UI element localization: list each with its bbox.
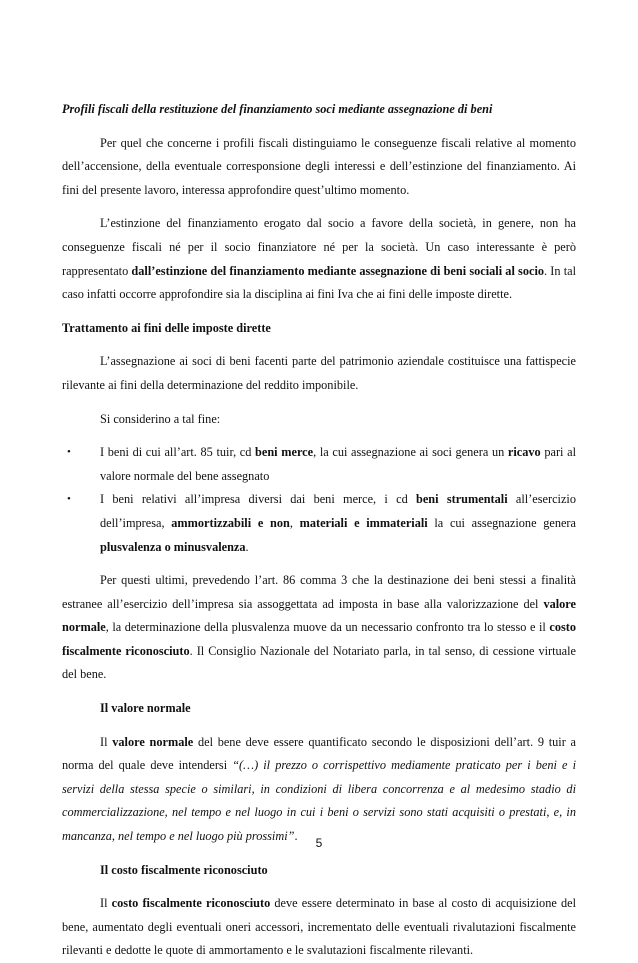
- list-item: [62, 488, 576, 559]
- text-run: Il: [100, 896, 112, 911]
- section-heading-imposte-dirette: Trattamento ai fini delle imposte dirette: [62, 320, 271, 335]
- page-number: 5: [315, 836, 323, 850]
- paragraph-4: Si considerino a tal fine:: [100, 411, 221, 426]
- bullet-icon: •: [67, 446, 71, 459]
- bold-run: plusvalenza o minusvalenza: [100, 539, 246, 554]
- quote-run: “(…) il prezzo o corrispettivo mediamente praticato per i beni e i servizi della stessa specie o similari, in condizioni di libera concorrenza e al medesimo stadio di commercializzazione, nel tempo e nel luogo in cui i beni o servizi sono stati acquisiti o prestati, e, in mancanza, nel tempo e nel luogo più prossimi”: [62, 758, 576, 844]
- subheading-costo-fiscale: Il costo fiscalmente riconosciuto: [100, 862, 268, 877]
- text-run: all’esercizio dell’impresa,: [100, 492, 577, 530]
- paragraph-1: Per quel che concerne i profili fiscali distinguiamo le conseguenze fiscali relative al momento dell’accensione, della eventuale corresponsione degli interessi e dell’estinzione del finanziamento. Ai fini del presente lavoro, interessa approfondire quest’ultimo momento.: [62, 135, 576, 197]
- bold-run: dall’estinzione del finanziamento mediante assegnazione di beni sociali al socio: [131, 263, 545, 278]
- subheading-valore-normale: Il valore normale: [100, 701, 191, 716]
- text-run: Per questi ultimi, prevedendo l’art. 86 comma 3 che la destinazione dei beni stessi a finalità estranee all’esercizio dell’impresa sia assoggettata ad imposta in base alla valorizzazione del: [62, 573, 576, 611]
- section-title: Profili fiscali della restituzione del finanziamento soci mediante assegnazione di beni: [62, 102, 493, 116]
- text-run: deve essere determinato in base al costo di acquisizione del bene, aumentato degli eventuali oneri accessori, incrementato delle eventuali rivalutazioni fiscalmente rilevanti e dedotte le quote di ammortamento e le svalutazioni fiscalmente rilevanti.: [62, 896, 576, 958]
- text-run: .: [294, 829, 298, 844]
- document-body: [62, 98, 576, 963]
- text-run: ,: [289, 515, 300, 530]
- list-item: [62, 441, 576, 488]
- bold-run: valore normale: [112, 734, 194, 749]
- text-run: . Il Consiglio Nazionale del Notariato parla, in tal senso, di cessione virtuale del bene.: [62, 643, 576, 682]
- text-run: del bene deve essere quantificato secondo le disposizioni dell’art. 9 tuir a norma del quale deve intendersi: [62, 734, 576, 773]
- text-run: L’estinzione del finanziamento erogato dal socio a favore della società, in genere, non ha conseguenze fiscali né per il socio finanziatore né per la società. Un caso interessante è però rappresentato: [62, 216, 576, 278]
- text-run: la cui assegnazione genera: [427, 515, 576, 530]
- bold-run: costo fiscalmente riconosciuto: [62, 620, 576, 658]
- text-run: , la determinazione della plusvalenza muove da un necessario confronto tra lo stesso e il: [105, 620, 550, 635]
- bold-run: beni strumentali: [416, 492, 508, 507]
- paragraph-3: L’assegnazione ai soci di beni facenti parte del patrimonio aziendale costituisce una fattispecie rilevante ai fini della determinazione del reddito imponibile.: [62, 354, 576, 392]
- text-run: Il: [100, 734, 113, 749]
- bold-run: valore normale: [62, 596, 576, 635]
- text-run: pari al valore normale del bene assegnato: [100, 445, 576, 483]
- bold-run: beni merce: [255, 445, 314, 460]
- text-run: , la cui assegnazione ai soci genera un: [313, 445, 508, 460]
- text-run: I beni di cui all’art. 85 tuir, cd: [100, 445, 256, 460]
- bold-run: ammortizzabili e non: [171, 515, 290, 530]
- paragraph-5: [62, 569, 576, 687]
- paragraph-6: [62, 731, 576, 849]
- text-run: . In tal caso infatti occorre approfondire sia la disciplina ai fini Iva che ai fini delle imposte dirette.: [62, 263, 576, 302]
- bold-run: materiali e immateriali: [299, 515, 428, 530]
- paragraph-2: [62, 212, 576, 306]
- bold-run: costo fiscalmente riconosciuto: [111, 896, 271, 911]
- bullet-list: [62, 441, 576, 559]
- bold-run: ricavo: [507, 445, 541, 460]
- bullet-icon: •: [67, 493, 71, 506]
- text-run: I beni relativi all’impresa diversi dai beni merce, i cd: [100, 492, 416, 507]
- text-run: .: [245, 539, 249, 554]
